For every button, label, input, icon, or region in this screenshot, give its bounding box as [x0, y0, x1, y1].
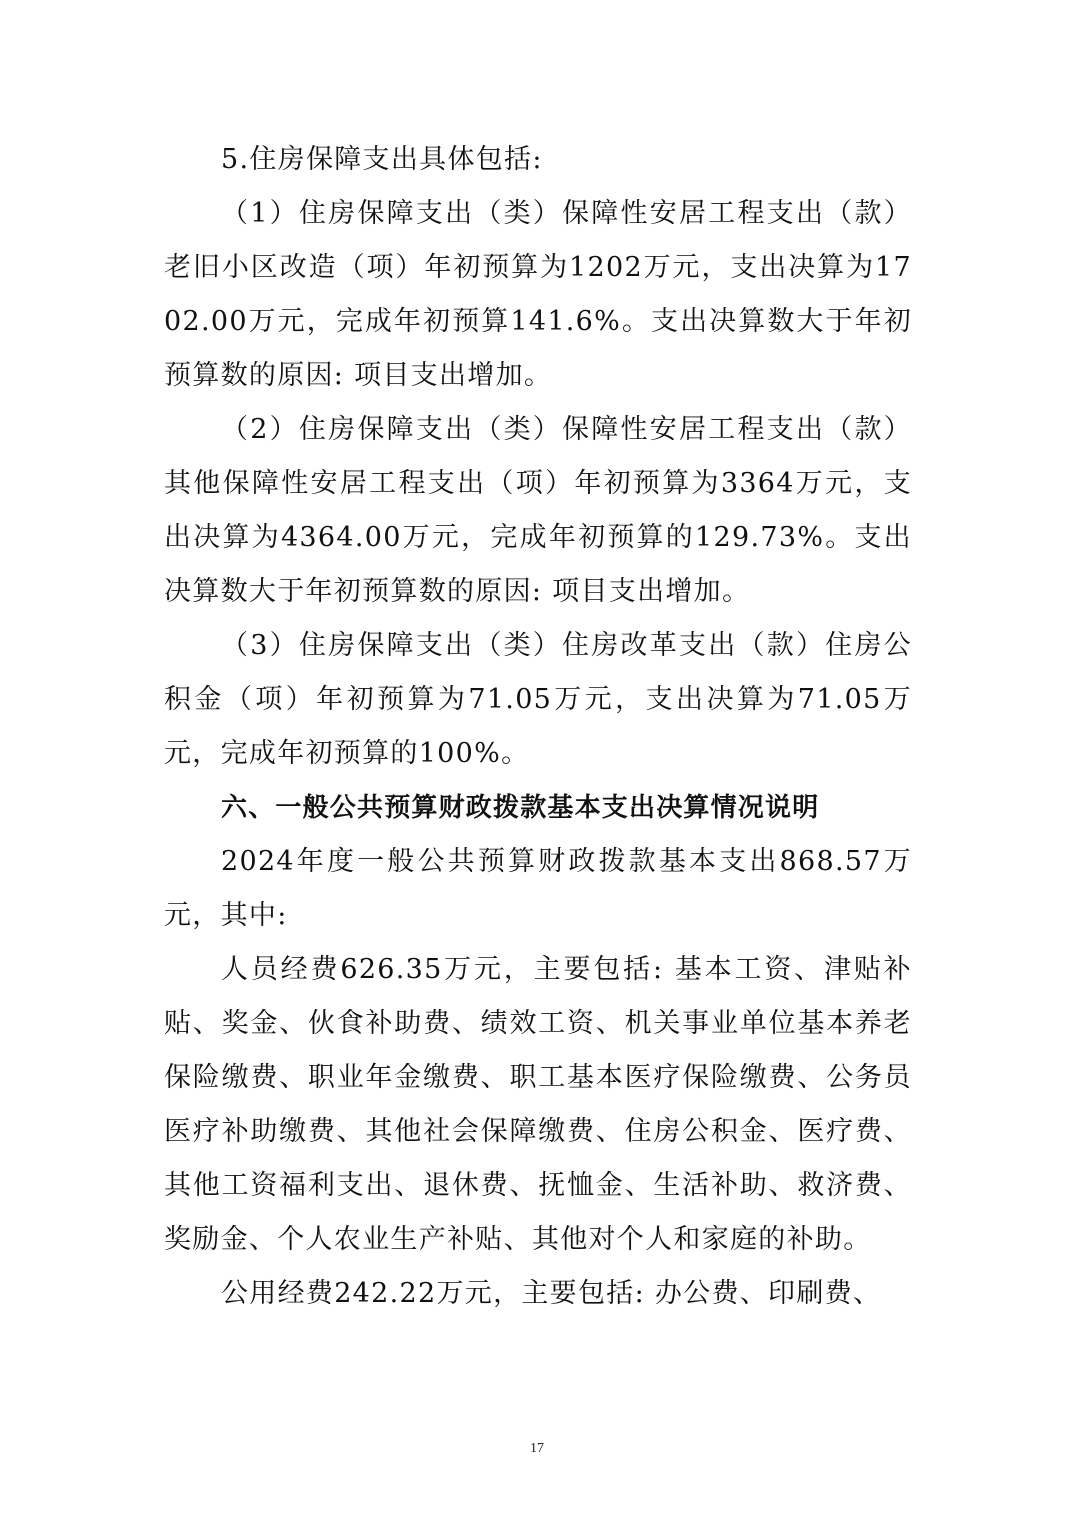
paragraph-housing-item-1: （1）住房保障支出（类）保障性安居工程支出（款）老旧小区改造（项）年初预算为1202万元，支出决算为1702.00万元，完成年初预算141.6%。支出决算数大于年初预算数的原因: 项目支出增加。 [164, 198, 912, 391]
paragraph-public-expenses: 公用经费242.22万元，主要包括: 办公费、印刷费、 [221, 1278, 882, 1309]
paragraph-housing-item-3: （3）住房保障支出（类）住房改革支出（款）住房公积金（项）年初预算为71.05万元，支出决算为71.05万元，完成年初预算的100%。 [164, 630, 912, 769]
paragraph-basic-expenditure-total: 2024年度一般公共预算财政拨款基本支出868.57万元，其中: [164, 846, 912, 931]
paragraph-housing-item-2: （2）住房保障支出（类）保障性安居工程支出（款）其他保障性安居工程支出（项）年初预算为3364万元，支出决算为4364.00万元，完成年初预算的129.73%。支出决算数大于年初预算数的原因: 项目支出增加。 [164, 414, 912, 607]
paragraph-housing-intro: 5.住房保障支出具体包括: [221, 144, 543, 175]
section-heading-basic-expenditure: 六、一般公共预算财政拨款基本支出决算情况说明 [221, 793, 820, 823]
body-text [164, 133, 912, 1321]
page-number: 17 [530, 1441, 544, 1456]
paragraph-personnel-expenses: 人员经费626.35万元，主要包括: 基本工资、津贴补贴、奖金、伙食补助费、绩效工资、机关事业单位基本养老保险缴费、职业年金缴费、职工基本医疗保险缴费、公务员医疗补助缴费、其他社会保障缴费、住房公积金、医疗费、其他工资福利支出、退休费、抚恤金、生活补助、救济费、奖励金、个人农业生产补贴、其他对个人和家庭的补助。 [164, 954, 912, 1255]
